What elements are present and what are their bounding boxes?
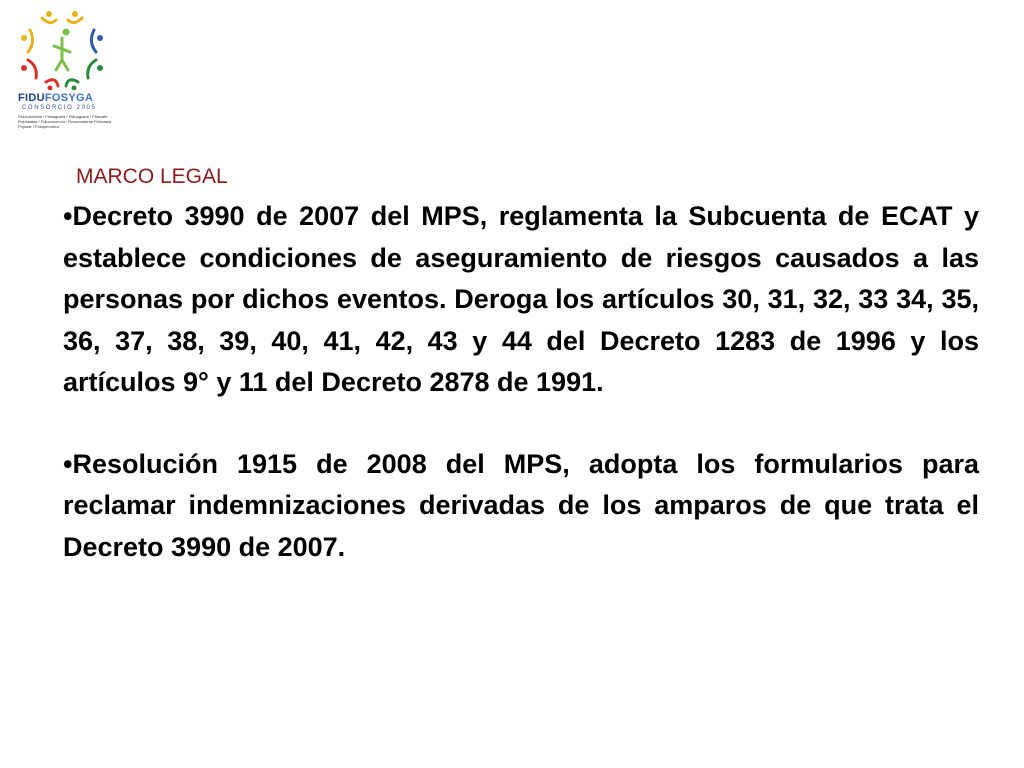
logo-wordmark (18, 92, 112, 104)
people-circle-icon (12, 8, 112, 90)
paragraph-decreto-3990: •Decreto 3990 de 2007 del MPS, reglamenta la Subcuenta de ECAT y establece condiciones de aseguramiento de riesgos causados a las personas por dichos eventos. Deroga los artículos 30, 31, 32, 33 34, 35, 36, 37, 38, 39, 40, 41, 42, 43 y 44 del Decreto 1283 de 1996 y los artículos 9° y 11 del Decreto 2878 de 1991. (63, 201, 979, 397)
logo-subtitle: CONSORCIO 2005 (22, 105, 97, 111)
fidufosyga-logo (12, 8, 112, 133)
logo-brand-part2: FOSYGA (44, 92, 94, 104)
logo-brand-part1: FIDU (18, 92, 45, 104)
legal-framework-body (63, 196, 979, 608)
paragraph-resolucion-1915: •Resolución 1915 de 2008 del MPS, adopta los formularios para reclamar indemnizaciones derivadas de los amparos de que trata el Decreto 3990 de 2007. (63, 448, 979, 562)
section-title: MARCO LEGAL (76, 165, 228, 188)
logo-members-list: Fiducolombia / Fiduagraria / Fiduagrario / Fiducafe Fiducaldas / Fiducomercio / Fiduoccidente Fiduciaria Popular / Fidupetrolera (18, 114, 112, 129)
